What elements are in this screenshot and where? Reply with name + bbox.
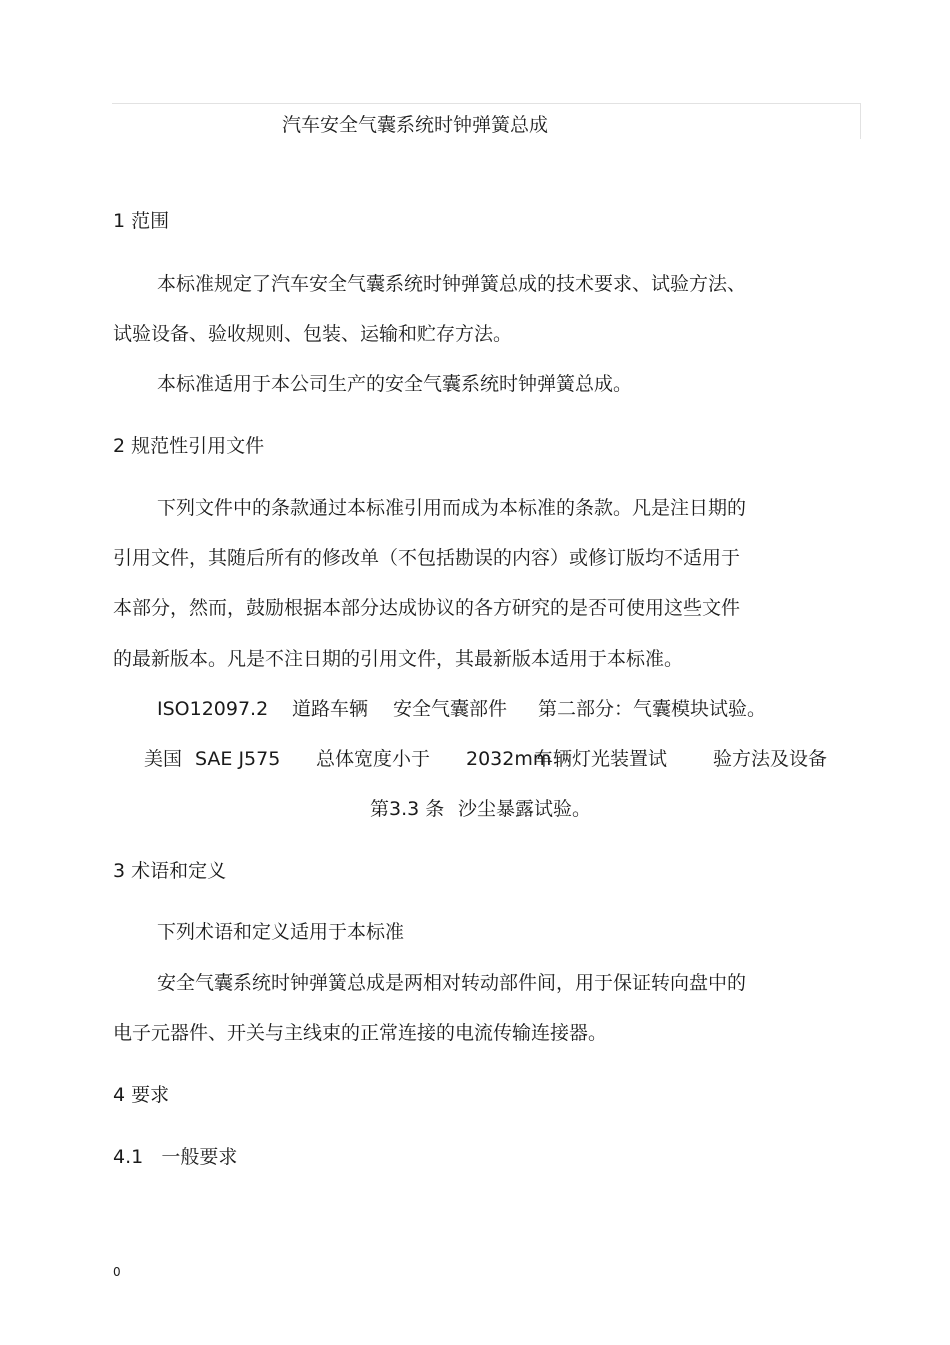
reference-text: 道路车辆 [292, 698, 369, 720]
paragraph-line: 电子元器件、开关与主线束的正常连接的电流传输连接器。 [113, 1022, 608, 1044]
paragraph-line: 下列术语和定义适用于本标准 [157, 921, 405, 943]
paragraph-line: 下列文件中的条款通过本标准引用而成为本标准的条款。凡是注日期的 [157, 497, 747, 519]
reference-text: 验方法及设备 [713, 748, 828, 770]
paragraph-line: 的最新版本。凡是不注日期的引用文件，其最新版本适用于本标准。 [113, 648, 684, 670]
reference-text: 安全气囊部件 [393, 698, 508, 720]
header-divider [112, 103, 860, 104]
reference-text: 第二部分：气囊模块试验。 [538, 698, 767, 720]
reference-code: ISO12097.2 [157, 698, 269, 720]
section-heading-scope: 1 范围 [113, 210, 170, 232]
reference-text: 美国 [144, 748, 183, 770]
paragraph-line: 安全气囊系统时钟弹簧总成是两相对转动部件间，用于保证转向盘中的 [157, 972, 747, 994]
reference-text: 车辆灯光装置试 [534, 748, 668, 770]
paragraph-line: 引用文件，其随后所有的修改单（不包括勘误的内容）或修订版均不适用于 [113, 547, 741, 569]
reference-text: 第3.3 条 [370, 798, 445, 820]
paragraph-line: 本标准规定了汽车安全气囊系统时钟弹簧总成的技术要求、试验方法、 [157, 273, 747, 295]
paragraph-line: 本部分，然而，鼓励根据本部分达成协议的各方研究的是否可使用这些文件 [113, 597, 741, 619]
reference-text: 总体宽度小于 [316, 748, 431, 770]
reference-text: 2032mm [466, 748, 552, 770]
document-title: 汽车安全气囊系统时钟弹簧总成 [282, 114, 549, 136]
reference-text: 沙尘暴露试验。 [458, 798, 592, 820]
paragraph-line: 本标准适用于本公司生产的安全气囊系统时钟弹簧总成。 [157, 373, 633, 395]
section-heading-terms-definitions: 3 术语和定义 [113, 860, 227, 882]
paragraph-line: 试验设备、验收规则、包装、运输和贮存方法。 [113, 323, 513, 345]
page-number: 0 [113, 1265, 121, 1279]
reference-code: SAE J575 [195, 748, 281, 770]
header-divider-tick [860, 103, 861, 139]
subsection-heading-general-requirements: 4.1 一般要求 [113, 1146, 238, 1168]
section-heading-normative-references: 2 规范性引用文件 [113, 435, 265, 457]
section-heading-requirements: 4 要求 [113, 1084, 170, 1106]
